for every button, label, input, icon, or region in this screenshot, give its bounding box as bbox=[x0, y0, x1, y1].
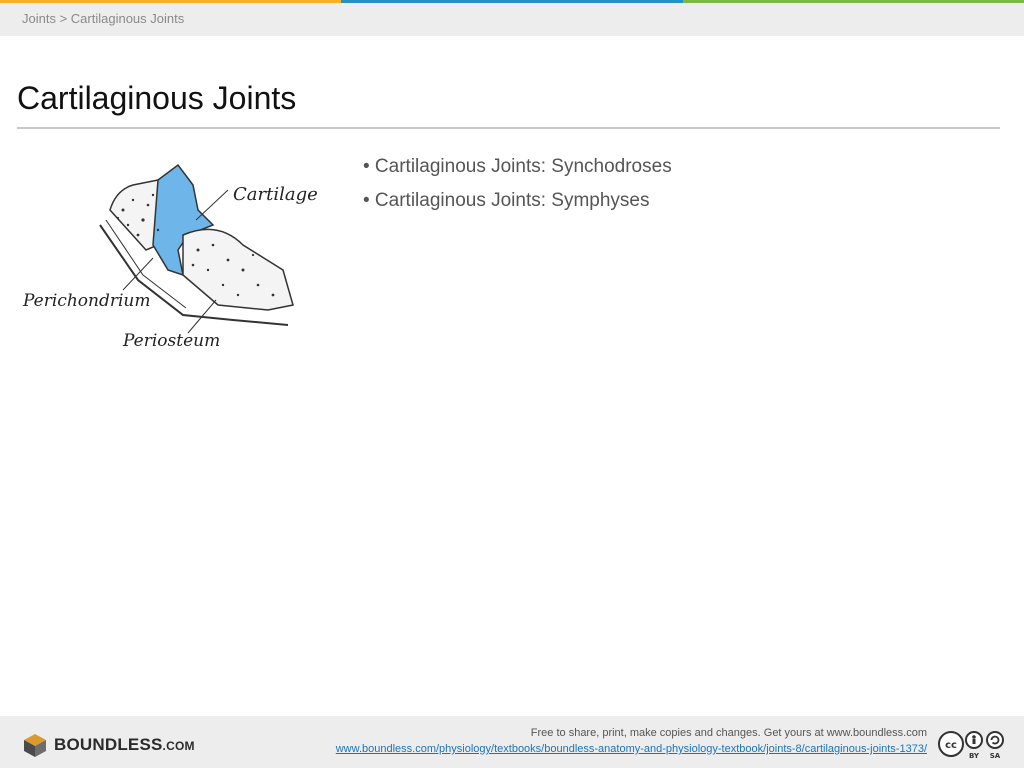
cartilaginous-joint-figure bbox=[18, 150, 338, 365]
figure-label-cartilage: Cartilage bbox=[233, 184, 318, 205]
svg-text:BY: BY bbox=[968, 752, 980, 760]
bullet-item: • Cartilaginous Joints: Synchodroses bbox=[363, 156, 672, 177]
bullet-item: • Cartilaginous Joints: Symphyses bbox=[363, 190, 650, 211]
source-link[interactable]: www.boundless.com/physiology/textbooks/boundless-anatomy-and-physiology-textbook/joints-8/cartilaginous-joints-1373/ bbox=[335, 743, 927, 755]
figure-label-periosteum: Periosteum bbox=[123, 331, 221, 351]
bullet-list bbox=[363, 156, 672, 224]
title-divider bbox=[17, 127, 1000, 129]
footer bbox=[0, 716, 1024, 768]
svg-text:cc: cc bbox=[945, 740, 957, 751]
cc-by-sa-icon[interactable] bbox=[938, 728, 1008, 760]
figure-label-perichondrium: Perichondrium bbox=[23, 291, 151, 311]
breadcrumb-bar bbox=[0, 3, 1024, 36]
page-title: Cartilaginous Joints bbox=[17, 80, 297, 116]
svg-text:SA: SA bbox=[989, 752, 1001, 760]
logo-suffix: .COM bbox=[162, 739, 195, 753]
breadcrumb[interactable]: Joints > Cartilaginous Joints bbox=[22, 11, 185, 26]
cube-logo-icon bbox=[22, 732, 48, 758]
boundless-logo[interactable] bbox=[22, 732, 195, 758]
logo-name: BOUNDLESS bbox=[54, 735, 163, 754]
footer-note: Free to share, print, make copies and changes. Get yours at www.boundless.com bbox=[530, 727, 927, 739]
